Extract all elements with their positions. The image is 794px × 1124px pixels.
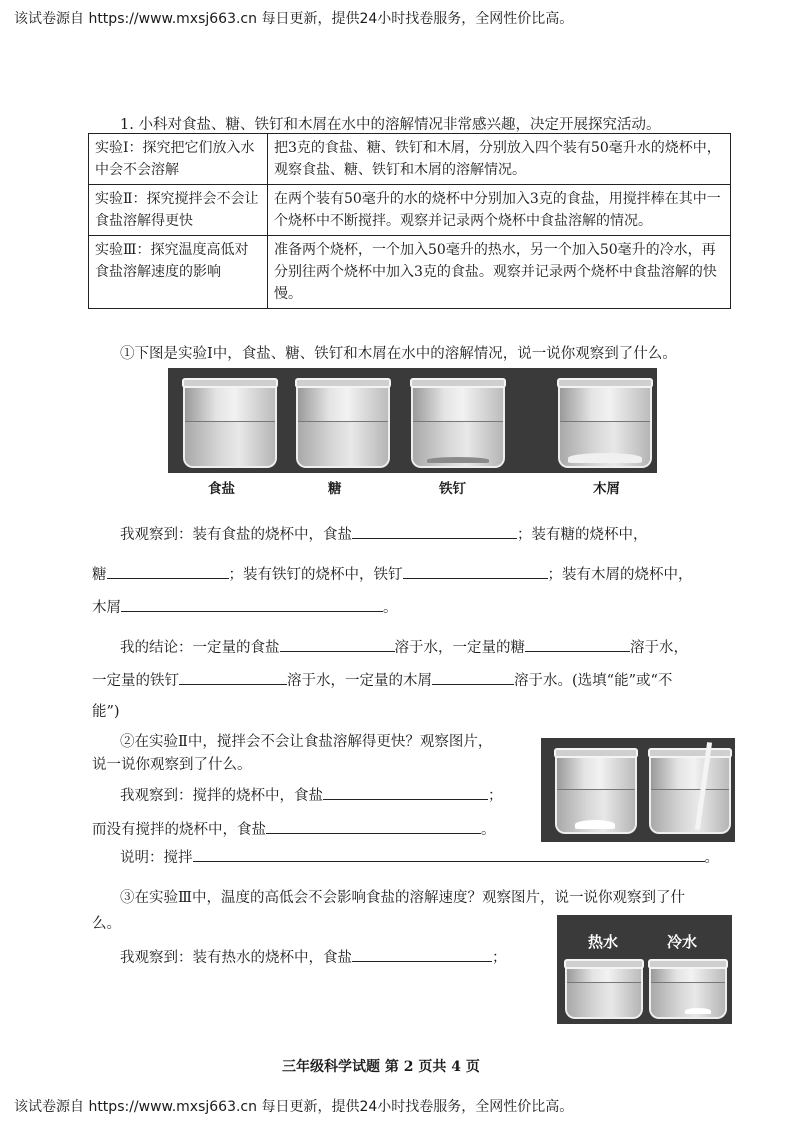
caption-salt: 食盐	[208, 481, 235, 497]
text: 溶于水，一定量的木屑	[287, 673, 432, 689]
answer-blank[interactable]	[403, 563, 548, 579]
beaker-unstirred	[555, 752, 637, 834]
text: 。	[383, 600, 398, 616]
experiment-table	[88, 133, 731, 309]
source-header: 该试卷源自 https://www.mxsj663.cn 每日更新，提供24小时找卷服务，全网性价比高。	[14, 11, 574, 27]
answer-blank[interactable]	[352, 523, 517, 539]
experiment-title: 实验Ⅲ：探究温度高低对食盐溶解速度的影响	[89, 236, 268, 309]
text: 一定量的铁钉	[92, 673, 179, 689]
experiment-content: 准备两个烧杯，一个加入50毫升的热水，另一个加入50毫升的冷水，再分别往两个烧杯中加入3克的食盐。观察并记录两个烧杯中食盐溶解的快慢。	[268, 236, 731, 309]
experiment-title: 实验Ⅰ：探究把它们放入水中会不会溶解	[89, 134, 268, 185]
beaker-nails	[411, 382, 505, 468]
text: 我观察到：搅拌的烧杯中，食盐	[120, 788, 323, 804]
source-footer: 该试卷源自 https://www.mxsj663.cn 每日更新，提供24小时找卷服务，全网性价比高。	[14, 1099, 574, 1115]
text: 。	[481, 822, 496, 838]
text: 溶于水，	[630, 640, 688, 656]
answer-blank[interactable]	[323, 784, 488, 800]
table-row	[89, 236, 731, 309]
beaker-sawdust	[558, 382, 652, 468]
observation-1-line3	[92, 596, 398, 617]
caption-sugar: 糖	[328, 481, 342, 497]
hot-water-label: 热水	[588, 933, 619, 951]
experiment-content: 在两个装有50毫升的水的烧杯中分别加入3克的食盐，用搅拌棒在其中一个烧杯中不断搅拌。观察并记录两个烧杯中食盐溶解的情况。	[268, 185, 731, 236]
observation-3-line1	[120, 946, 507, 967]
text: 溶于水。(选填“能”或“不	[514, 673, 673, 689]
answer-blank[interactable]	[266, 818, 481, 834]
question-intro: 1. 小科对食盐、糖、铁钉和木屑在水中的溶解情况非常感兴趣，决定开展探究活动。	[120, 117, 661, 133]
beaker-cold	[649, 963, 727, 1019]
text: ；	[488, 788, 503, 804]
text: 。	[704, 850, 719, 866]
conclusion-line1	[120, 636, 688, 657]
answer-blank[interactable]	[193, 846, 705, 862]
observation-2-line2	[92, 818, 496, 839]
answer-blank[interactable]	[280, 636, 395, 652]
text: 而没有搅拌的烧杯中，食盐	[92, 822, 266, 838]
question-2-line1: ②在实验Ⅱ中，搅拌会不会让食盐溶解得更快？观察图片，	[120, 734, 493, 750]
experiment-content: 把3克的食盐、糖、铁钉和木屑，分别放入四个装有50毫升水的烧杯中，观察食盐、糖、铁钉和木屑的溶解情况。	[268, 134, 731, 185]
table-row	[89, 134, 731, 185]
answer-blank[interactable]	[179, 669, 287, 685]
beaker-sugar	[296, 382, 390, 468]
experiment-title: 实验Ⅱ：探究搅拌会不会让食盐溶解得更快	[89, 185, 268, 236]
conclusion-line3: 能”)	[92, 704, 120, 720]
text: ；装有糖的烧杯中，	[517, 527, 648, 543]
beaker-hot	[565, 963, 643, 1019]
text: 说明：搅拌	[120, 850, 193, 866]
observation-2-line1	[120, 784, 503, 805]
observation-1-line2	[92, 563, 693, 584]
table-row	[89, 185, 731, 236]
text: 木屑	[92, 600, 121, 616]
beakers-photo	[168, 368, 657, 501]
beaker-salt	[183, 382, 277, 468]
text: ；	[492, 950, 507, 966]
page-footer: 三年级科学试题 第 2 页共 4 页	[282, 1059, 480, 1075]
explanation-line	[120, 846, 719, 867]
text: 我观察到：装有热水的烧杯中，食盐	[120, 950, 352, 966]
answer-blank[interactable]	[432, 669, 514, 685]
question-2-line2: 说一说你观察到了什么。	[92, 757, 252, 773]
answer-blank[interactable]	[107, 563, 229, 579]
text: 溶于水，一定量的糖	[394, 640, 525, 656]
cold-water-label: 冷水	[667, 933, 698, 951]
question-3-line2: 么。	[92, 916, 121, 932]
text: 糖	[92, 567, 107, 583]
beaker-stirred	[649, 752, 731, 834]
text: ；装有木屑的烧杯中，	[547, 567, 693, 583]
answer-blank[interactable]	[352, 946, 492, 962]
question-1: ①下图是实验Ⅰ中，食盐、糖、铁钉和木屑在水中的溶解情况，说一说你观察到了什么。	[120, 346, 677, 362]
answer-blank[interactable]	[121, 596, 383, 612]
text: ；装有铁钉的烧杯中，铁钉	[228, 567, 403, 583]
text: 我的结论：一定量的食盐	[120, 640, 280, 656]
question-3-line1: ③在实验Ⅲ中，温度的高低会不会影响食盐的溶解速度？观察图片，说一说你观察到了什	[120, 890, 685, 906]
observation-1-line1	[120, 523, 648, 544]
answer-blank[interactable]	[525, 636, 630, 652]
caption-nails: 铁钉	[439, 481, 466, 497]
caption-sawdust: 木屑	[593, 481, 620, 497]
temperature-photo	[557, 915, 732, 1024]
stirring-photo	[541, 738, 735, 842]
text: 我观察到：装有食盐的烧杯中，食盐	[120, 527, 352, 543]
conclusion-line2	[92, 669, 672, 690]
